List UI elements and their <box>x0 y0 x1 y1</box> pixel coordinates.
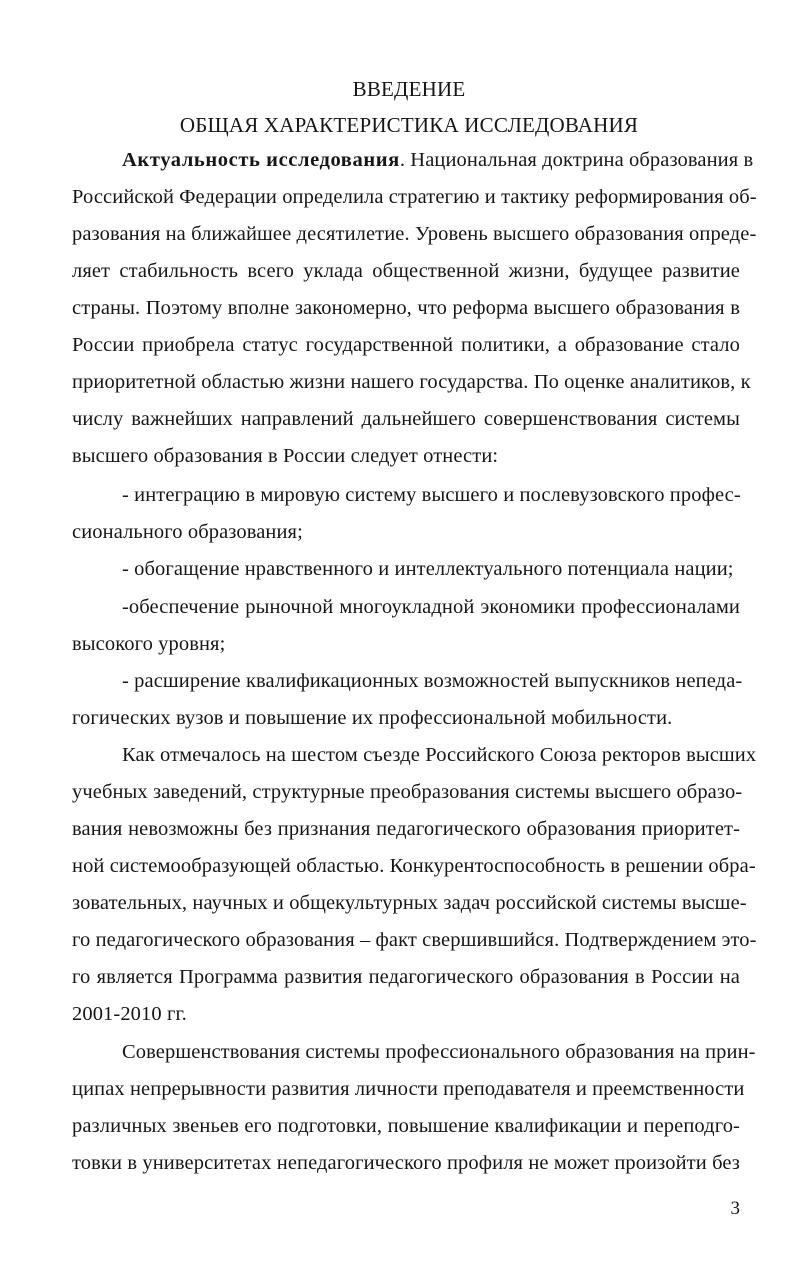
list-item-line: - обогащение нравственного и интеллектуального потенциала нации; <box>122 558 734 580</box>
list-item-line: - расширение квалификационных возможностей выпускников непеда- <box>122 670 743 692</box>
list-item-line: высокого уровня; <box>72 633 226 655</box>
section-subtitle-general-characteristics: ОБЩАЯ ХАРАКТЕРИСТИКА ИССЛЕДОВАНИЯ <box>179 113 639 137</box>
text-line: ляет стабильность всего уклада общественной жизни, будущее развитие <box>72 260 740 282</box>
text-line: товки в университетах непедагогического профиля не может произойти без <box>72 1152 740 1174</box>
text-line: учебных заведений, структурные преобразования системы высшего образо- <box>72 781 743 803</box>
text-line: различных звеньев его подготовки, повышение квалификации и переподго- <box>72 1115 740 1137</box>
list-item-line: - интеграцию в мировую систему высшего и послевузовского профес- <box>122 484 741 506</box>
text-line: зовательных, научных и общекультурных задач российской системы высше- <box>72 892 747 914</box>
text-line: го педагогического образования – факт свершившийся. Подтверждением это- <box>72 929 757 951</box>
text-line: числу важнейших направлений дальнейшего совершенствования системы <box>72 408 740 430</box>
text-line <box>122 147 754 173</box>
text-line: вания невозможны без признания педагогического образования приоритет- <box>72 818 740 840</box>
text-line: Российской Федерации определила стратегию и тактику реформирования об- <box>72 186 757 208</box>
text-line: высшего образования в России следует отнести: <box>72 445 499 467</box>
section-title-introduction: ВВЕДЕНИЕ <box>352 77 466 101</box>
list-item-line: сионального образования; <box>72 521 303 543</box>
text-line: 2001-2010 гг. <box>72 1003 187 1025</box>
text-line: го является Программа развития педагогического образования в России на <box>72 966 740 988</box>
text-line: разования на ближайшее десятилетие. Уровень высшего образования опреде- <box>72 223 757 245</box>
text-line: ципах непрерывности развития личности преподавателя и преемственности <box>72 1078 745 1100</box>
lead-term: Актуальность исследования <box>122 149 400 171</box>
text-line: Как отмечалось на шестом съезде Российского Союза ректоров высших <box>122 744 757 766</box>
text-line: ной системообразующей областью. Конкурентоспособность в решении обра- <box>72 855 756 877</box>
text-line: России приобрела статус государственной политики, а образование стало <box>72 334 740 356</box>
page-number: 3 <box>730 1198 740 1219</box>
text-line: страны. Поэтому вполне закономерно, что реформа высшего образования в <box>72 297 740 319</box>
list-item-line: гогических вузов и повышение их профессиональной мобильности. <box>72 707 673 729</box>
text-line: Совершенствования системы профессионального образования на прин- <box>122 1041 756 1063</box>
text-line-content: . Национальная доктрина образования в <box>399 149 754 171</box>
text-line: приоритетной областью жизни нашего государства. По оценке аналитиков, к <box>72 371 751 393</box>
list-item-line: -обеспечение рыночной многоукладной экономики профессионалами <box>122 596 740 618</box>
